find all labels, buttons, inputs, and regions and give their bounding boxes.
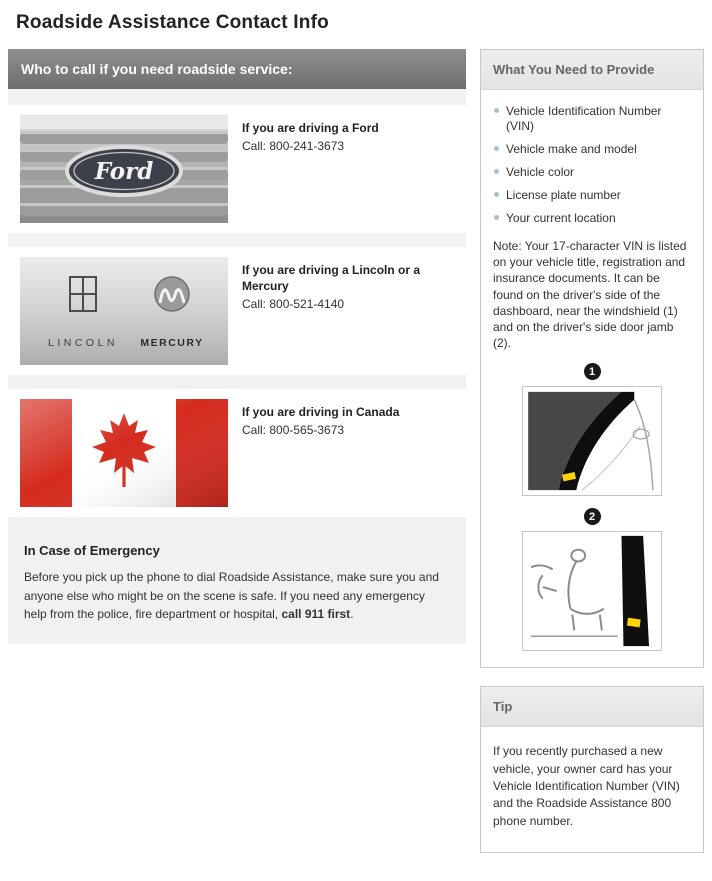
badge-2: 2 <box>584 508 601 525</box>
vin-note: Note: Your 17-character VIN is listed on your vehicle title, registration and insurance documents. It can be found on the driver's side of the dashboard, near the windshield (1) and on the driver's side door jamb (2). <box>493 239 687 351</box>
service-row-title: If you are driving in Canada <box>242 405 400 419</box>
provide-box-header: What You Need to Provide <box>481 50 703 90</box>
service-row-phone: Call: 800-521-4140 <box>242 297 345 312</box>
service-row-ford <box>8 105 466 233</box>
tip-box-body <box>481 727 703 852</box>
emergency-heading: In Case of Emergency <box>24 543 160 558</box>
service-row-title: If you are driving a Lincoln or a Mercury <box>242 263 421 294</box>
emergency-text-before: Before you pick up the phone to dial Roadside Assistance, make sure you and anyone else who might be on the scene is safe. If you need any emergency help from the police, fire department or hospital, <box>24 570 439 622</box>
bullet-icon <box>494 192 499 197</box>
list-item <box>493 165 691 180</box>
mercury-label: MERCURY <box>140 337 204 349</box>
bullet-icon <box>494 169 499 174</box>
provide-list <box>493 104 691 226</box>
tip-text: If you recently purchased a new vehicle, your owner card has your Vehicle Identification Number (VIN) and the Roadside Assistance 800 phone number. <box>493 744 680 828</box>
badge-1: 1 <box>584 363 601 380</box>
main-panel <box>8 49 466 644</box>
lincoln-mercury-image <box>20 257 228 365</box>
tip-box-header: Tip <box>481 687 703 727</box>
service-row-text <box>242 399 399 507</box>
list-item-label: Vehicle color <box>506 165 575 179</box>
bullet-icon <box>494 215 499 220</box>
service-row-lincoln-mercury <box>8 247 466 375</box>
list-item <box>493 211 691 226</box>
service-row-text <box>242 115 379 223</box>
list-item <box>493 104 691 134</box>
bullet-icon <box>494 146 499 151</box>
list-item-label: Vehicle Identification Number (VIN) <box>506 104 662 133</box>
lincoln-label: LINCOLN <box>47 337 119 349</box>
emergency-text-after: . <box>350 607 354 622</box>
list-item-label: Vehicle make and model <box>506 142 637 156</box>
list-item-label: License plate number <box>506 188 621 202</box>
list-item <box>493 188 691 203</box>
service-row-phone: Call: 800-565-3673 <box>242 423 345 438</box>
main-header: Who to call if you need roadside service: <box>8 49 466 89</box>
service-row-phone: Call: 800-241-3673 <box>242 139 345 154</box>
sidebar <box>480 49 704 871</box>
content-columns <box>8 49 704 871</box>
windshield-diagram <box>522 386 662 496</box>
emergency-section <box>8 531 466 644</box>
service-row-title: If you are driving a Ford <box>242 121 379 135</box>
provide-box <box>480 49 704 668</box>
list-item-label: Your current location <box>506 211 616 225</box>
tip-box <box>480 686 704 853</box>
service-row-text <box>242 257 447 365</box>
emergency-text-bold: call 911 first <box>281 607 351 622</box>
emergency-text <box>24 568 450 624</box>
page-title: Roadside Assistance Contact Info <box>16 12 329 33</box>
ford-grille-image <box>20 115 228 223</box>
provide-box-body <box>481 90 703 667</box>
ford-badge-label: Ford <box>94 158 154 185</box>
main-body <box>8 89 466 644</box>
canada-flag-image <box>20 399 228 507</box>
list-item <box>493 142 691 157</box>
service-row-canada <box>8 389 466 517</box>
bullet-icon <box>494 108 499 113</box>
door-jamb-diagram <box>522 531 662 651</box>
